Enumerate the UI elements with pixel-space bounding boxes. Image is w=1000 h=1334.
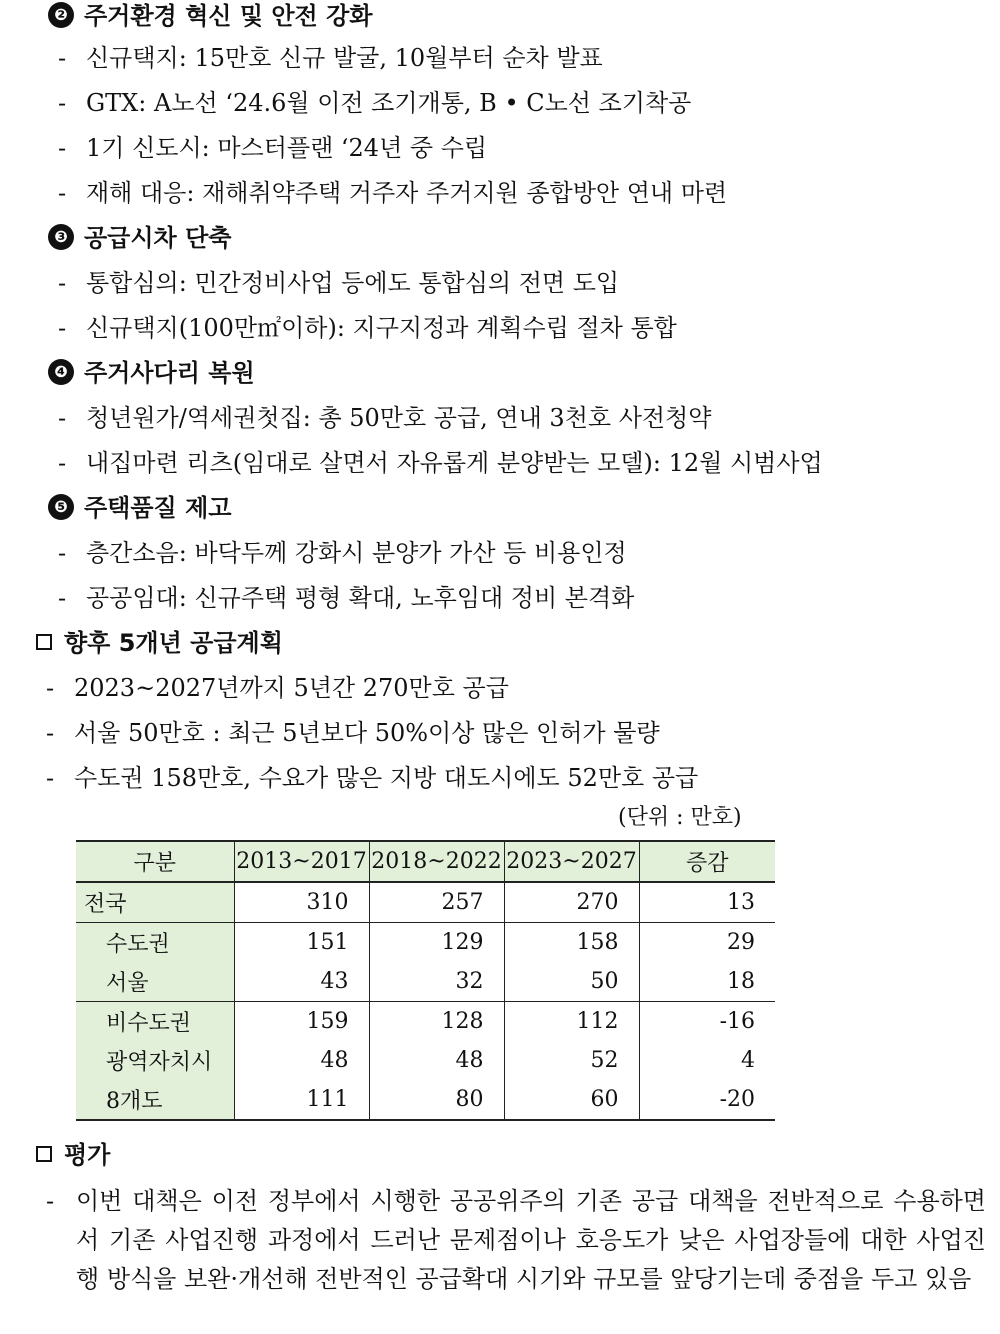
list-item: - 내집마련 리츠(임대로 살면서 자유롭게 분양받는 모델): 12월 시범사업 xyxy=(58,449,823,477)
list-item: - 1기 신도시: 마스터플랜 ‘24년 중 수립 xyxy=(58,134,488,162)
evaluation-paragraph: - 이번 대책은 이전 정부에서 시행한 공공위주의 기존 공급 대책을 전반적으로 수용하면서 기존 사업진행 과정에서 드러난 문제점이나 호응도가 낮은 사업장들에 대한 사업진행 방식을 보완·개선해 전반적인 공급확대 시기와 규모를 앞당기는데 중점을 두고 있음 xyxy=(46,1182,986,1299)
list-item: - GTX: A노선 ‘24.6월 이전 조기개통, B • C노선 조기착공 xyxy=(58,89,692,117)
section-heading-3 xyxy=(48,222,231,254)
table-header-cell: 2023~2027 xyxy=(504,841,639,882)
plan-title: 향후 5개년 공급계획 xyxy=(64,629,283,657)
table-cell: 60 xyxy=(504,1080,639,1120)
table-cell: 43 xyxy=(234,962,369,1002)
list-item: - 층간소음: 바닥두께 강화시 분양가 가산 등 비용인정 xyxy=(58,539,627,567)
table-cell: 270 xyxy=(504,882,639,923)
table-row xyxy=(76,962,775,1002)
row-label: 전국 xyxy=(76,882,234,923)
section-heading-2 xyxy=(48,0,372,32)
table-cell: 151 xyxy=(234,923,369,963)
table-cell: 159 xyxy=(234,1002,369,1042)
list-item: - 신규택지: 15만호 신규 발굴, 10월부터 순차 발표 xyxy=(58,44,603,72)
checkbox-square-icon xyxy=(36,1146,52,1162)
row-label: 서울 xyxy=(76,962,234,1002)
section-number-badge: ❷ xyxy=(48,2,74,28)
table-cell: 48 xyxy=(369,1041,504,1080)
table-row xyxy=(76,1080,775,1120)
supply-plan-table xyxy=(76,840,775,1121)
table-cell: 29 xyxy=(639,923,775,963)
evaluation-text: 이번 대책은 이전 정부에서 시행한 공공위주의 기존 공급 대책을 전반적으로 수용하면서 기존 사업진행 과정에서 드러난 문제점이나 호응도가 낮은 사업장들에 대한 사업진행 방식을 보완·개선해 전반적인 공급확대 시기와 규모를 앞당기는데 중점을 두고 있음 xyxy=(76,1187,986,1293)
row-label: 8개도 xyxy=(76,1080,234,1120)
table-row xyxy=(76,882,775,923)
section-title: 주택품질 제고 xyxy=(84,494,232,522)
table-row xyxy=(76,923,775,963)
table-cell: 112 xyxy=(504,1002,639,1042)
evaluation-heading xyxy=(36,1139,110,1171)
list-item: - 공공임대: 신규주택 평형 확대, 노후임대 정비 본격화 xyxy=(58,584,635,612)
table-cell: 310 xyxy=(234,882,369,923)
list-item: - 2023~2027년까지 5년간 270만호 공급 xyxy=(46,674,509,702)
list-item: - 신규택지(100만㎡이하): 지구지정과 계획수립 절차 통합 xyxy=(58,314,677,342)
section-title: 주거환경 혁신 및 안전 강화 xyxy=(84,2,373,30)
table-header-cell: 증감 xyxy=(639,841,775,882)
list-item: - 재해 대응: 재해취약주택 거주자 주거지원 종합방안 연내 마련 xyxy=(58,179,728,207)
table-cell: 158 xyxy=(504,923,639,963)
table-cell: 48 xyxy=(234,1041,369,1080)
table-cell: 50 xyxy=(504,962,639,1002)
table-header-cell: 2018~2022 xyxy=(369,841,504,882)
section-heading-5 xyxy=(48,492,231,524)
table-unit-note: (단위 : 만호) xyxy=(618,805,742,830)
row-label: 광역자치시 xyxy=(76,1041,234,1080)
section-title: 주거사다리 복원 xyxy=(84,359,255,387)
table-cell: 129 xyxy=(369,923,504,963)
list-item: - 서울 50만호 : 최근 5년보다 50%이상 많은 인허가 물량 xyxy=(46,719,660,747)
table-cell: 52 xyxy=(504,1041,639,1080)
table-cell: 13 xyxy=(639,882,775,923)
table-cell: 32 xyxy=(369,962,504,1002)
section-title: 공급시차 단축 xyxy=(84,224,232,252)
list-item: - 통합심의: 민간정비사업 등에도 통합심의 전면 도입 xyxy=(58,269,620,297)
table-header-row xyxy=(76,841,775,882)
table-row xyxy=(76,1041,775,1080)
row-label: 비수도권 xyxy=(76,1002,234,1042)
table-header-cell: 2013~2017 xyxy=(234,841,369,882)
table-cell: 4 xyxy=(639,1041,775,1080)
evaluation-title: 평가 xyxy=(64,1141,111,1169)
table-cell: -20 xyxy=(639,1080,775,1120)
table-cell: 80 xyxy=(369,1080,504,1120)
list-item: - 청년원가/역세권첫집: 총 50만호 공급, 연내 3천호 사전청약 xyxy=(58,404,712,432)
table-cell: 128 xyxy=(369,1002,504,1042)
section-number-badge: ❸ xyxy=(48,224,74,250)
row-label: 수도권 xyxy=(76,923,234,963)
table-header-cell: 구분 xyxy=(76,841,234,882)
section-heading-4 xyxy=(48,357,255,389)
table-cell: 18 xyxy=(639,962,775,1002)
section-number-badge: ❺ xyxy=(48,494,74,520)
table-cell: 257 xyxy=(369,882,504,923)
table-row xyxy=(76,1002,775,1042)
plan-heading xyxy=(36,627,283,659)
list-item: - 수도권 158만호, 수요가 많은 지방 대도시에도 52만호 공급 xyxy=(46,764,699,792)
table-cell: 111 xyxy=(234,1080,369,1120)
table-cell: -16 xyxy=(639,1002,775,1042)
section-number-badge: ❹ xyxy=(48,359,74,385)
checkbox-square-icon xyxy=(36,634,52,650)
